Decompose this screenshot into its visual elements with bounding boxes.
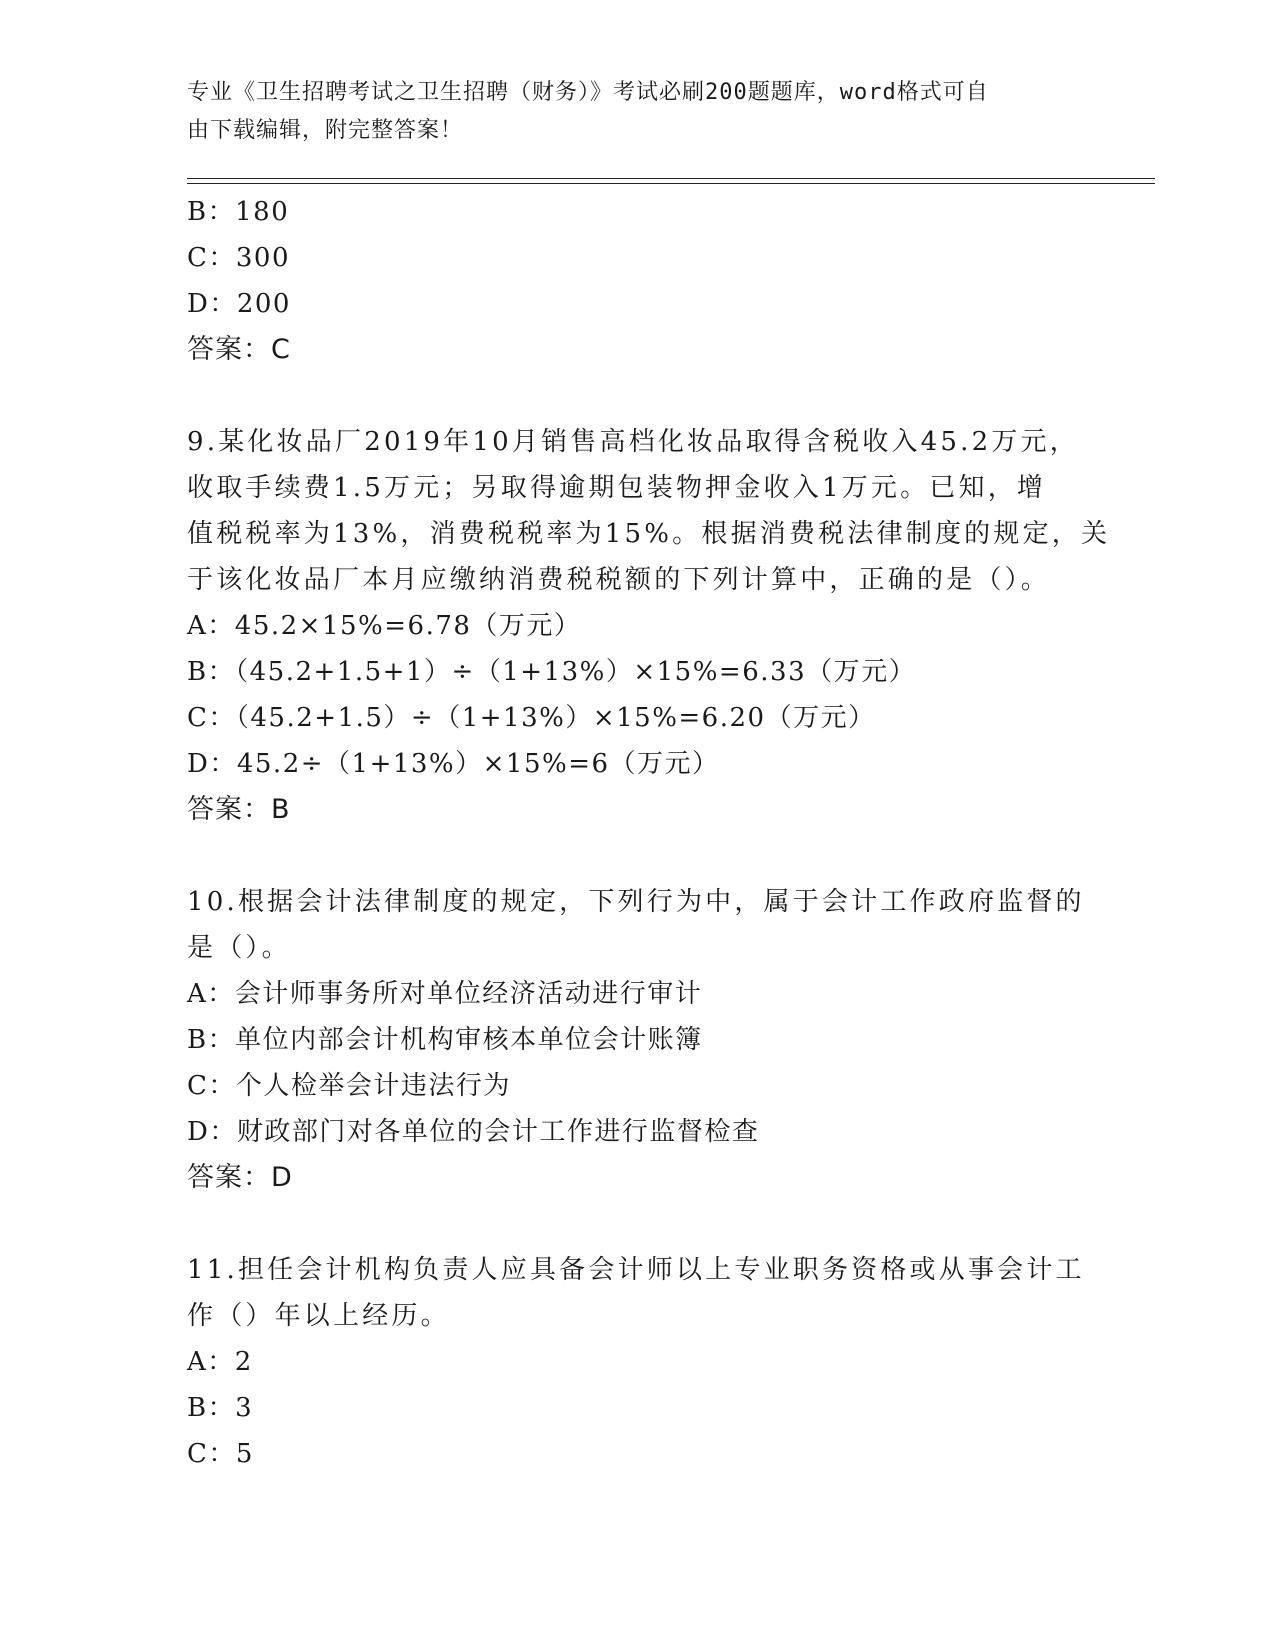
question-line: 作（）年以上经历。 [187,1301,450,1331]
answer-line: 答案：B [187,794,291,825]
header-rule-top [187,178,1155,179]
header-rule-bottom [187,183,1155,184]
answer-line: 答案：D [187,1162,293,1193]
question-text [187,879,1087,971]
question-line: 11.担任会计机构负责人应具备会计师以上专业职务资格或从事会计工 [187,1255,1085,1285]
option-c: C：5 [187,1439,254,1469]
header-line-2: 由下载编辑，附完整答案！ [187,118,464,143]
prev-question-block [187,189,1087,373]
option-b: B：单位内部会计机构审核本单位会计账簿 [187,1025,703,1055]
option-c: C：300 [187,243,291,273]
option-a: A：45.2×15%=6.78（万元） [187,611,582,641]
question-11 [187,1247,1087,1477]
document-header [187,74,1067,150]
question-line: 值税税率为13%，消费税税率为15%。根据消费税法律制度的规定，关 [187,519,1111,549]
option-a: A：2 [187,1347,253,1377]
answer-line: 答案：C [187,334,291,365]
question-line: 10.根据会计法律制度的规定，下列行为中，属于会计工作政府监督的 [187,887,1085,917]
question-9 [187,419,1111,833]
question-text [187,419,1111,603]
option-d: D：200 [187,289,291,319]
option-b: B：3 [187,1393,254,1423]
option-a: A：会计师事务所对单位经济活动进行审计 [187,979,703,1009]
option-b: B：（45.2+1.5+1）÷（1+13%）×15%=6.33（万元） [187,657,917,687]
option-d: D：45.2÷（1+13%）×15%=6（万元） [187,749,720,779]
question-line: 于该化妆品厂本月应缴纳消费税税额的下列计算中，正确的是（）。 [187,565,1051,595]
question-line: 9.某化妆品厂2019年10月销售高档化妆品取得含税收入45.2万元， [187,427,1079,457]
question-line: 是（）。 [187,933,291,963]
option-b: B：180 [187,197,290,227]
document-body [187,189,1111,1477]
question-10 [187,879,1087,1201]
question-line: 收取手续费1.5万元；另取得逾期包装物押金收入1万元。已知，增 [187,473,1047,503]
option-c: C：个人检举会计违法行为 [187,1071,511,1101]
question-text [187,1247,1087,1339]
option-d: D：财政部门对各单位的会计工作进行监督检查 [187,1117,760,1147]
option-c: C：（45.2+1.5）÷（1+13%）×15%=6.20（万元） [187,703,876,733]
header-line-1: 专业《卫生招聘考试之卫生招聘（财务）》考试必刷200题题库，word格式可自 [187,80,989,105]
